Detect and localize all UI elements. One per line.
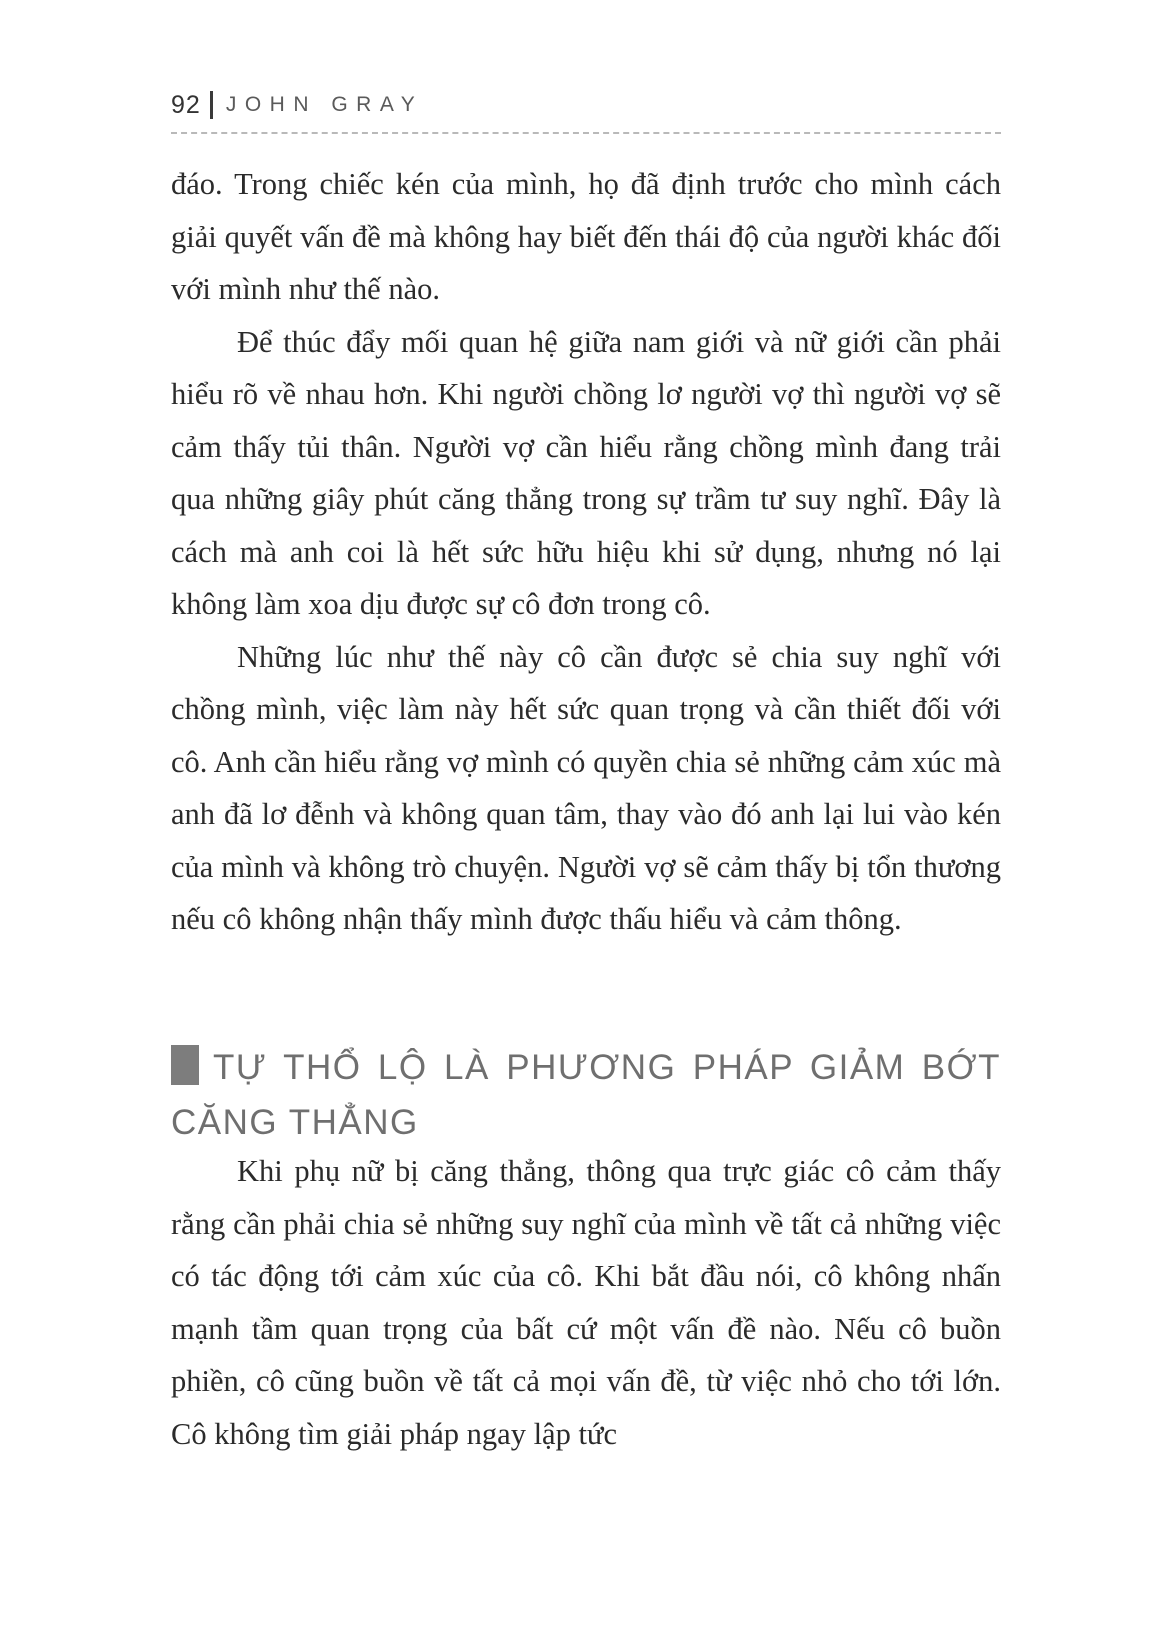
body-text-bottom [171, 1145, 1001, 1460]
section-heading-text: TỰ THỔ LỘ LÀ PHƯƠNG PHÁP GIẢM BỚT CĂNG THẲNG [171, 1048, 1001, 1142]
paragraph-continued: đáo. Trong chiếc kén của mình, họ đã định trước cho mình cách giải quyết vấn đề mà không hay biết đến thái độ của người khác đối với mình như thế nào. [171, 167, 1001, 306]
paragraph: Khi phụ nữ bị căng thẳng, thông qua trực giác cô cảm thấy rằng cần phải chia sẻ những suy nghĩ của mình về tất cả những việc có tác động tới cảm xúc của cô. Khi bắt đầu nói, cô không nhấn mạnh tầm quan trọng của bất cứ một vấn đề nào. Nếu cô buồn phiền, cô cũng buồn về tất cả mọi vấn đề, từ việc nhỏ cho tới lớn. Cô không tìm giải pháp ngay lập tức [171, 1154, 1001, 1451]
page-number: 92 [171, 91, 201, 119]
running-header [171, 90, 1001, 134]
paragraph: Những lúc như thế này cô cần được sẻ chia suy nghĩ với chồng mình, việc làm này hết sức quan trọng và cần thiết đối với cô. Anh cần hiểu rằng vợ mình có quyền chia sẻ những cảm xúc mà anh đã lơ đễnh và không quan tâm, thay vào đó anh lại lui vào kén của mình và không trò chuyện. Người vợ sẽ cảm thấy bị tổn thương nếu cô không nhận thấy mình được thấu hiểu và cảm thông. [171, 639, 1001, 936]
paragraph: Để thúc đẩy mối quan hệ giữa nam giới và nữ giới cần phải hiểu rõ về nhau hơn. Khi người chồng lơ người vợ thì người vợ sẽ cảm thấy tủi thân. Người vợ cần hiểu rằng chồng mình đang trải qua những giây phút căng thẳng trong sự trầm tư suy nghĩ. Đây là cách mà anh coi là hết sức hữu hiệu khi sử dụng, nhưng nó lại không làm xoa dịu được sự cô đơn trong cô. [171, 324, 1001, 621]
running-header-author: JOHN GRAY [225, 93, 424, 116]
body-text-top [171, 158, 1001, 946]
heading-marker [171, 1045, 199, 1085]
header-divider [210, 91, 213, 119]
section-heading [171, 1040, 1001, 1150]
